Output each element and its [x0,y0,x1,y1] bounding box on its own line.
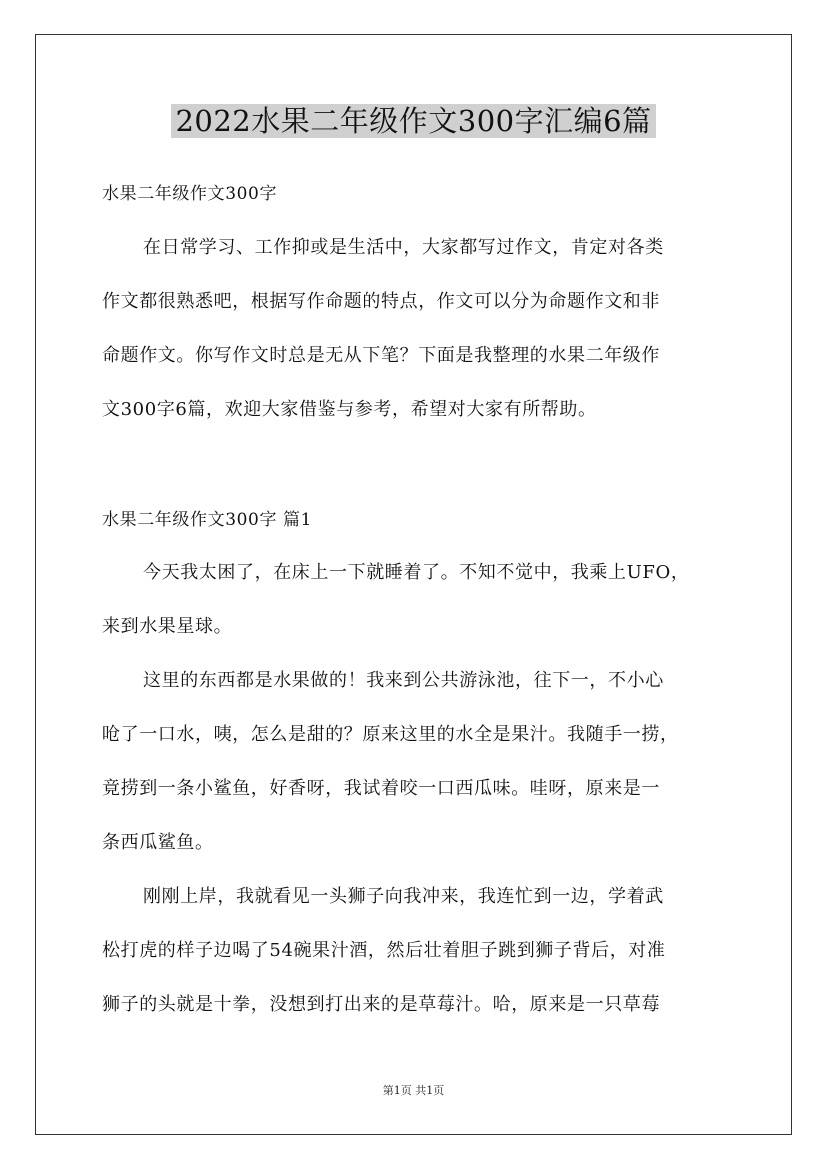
intro-line: 作文都很熟悉吧，根据写作命题的特点，作文可以分为命题作文和非 [102,291,660,312]
paragraph-line: 来到水果星球。 [102,616,233,637]
document-title-text: 2022水果二年级作文300字汇编6篇 [171,104,655,138]
intro-line: 文300字6篇，欢迎大家借鉴与参考，希望对大家有所帮助。 [102,399,597,420]
document-title [0,100,827,142]
paragraph-line: 这里的东西都是水果做的！我来到公共游泳池，往下一，不小心 [143,670,664,691]
page-footer: 第1页 共1页 [382,1084,445,1097]
paragraph-line: 狮子的头就是十拳，没想到打出来的是草莓汁。哈，原来是一只草莓 [102,994,660,1015]
intro-heading: 水果二年级作文300字 [102,184,278,204]
paragraph-line: 今天我太困了，在床上一下就睡着了。不知不觉中，我乘上UFO， [143,562,690,583]
paragraph-line: 松打虎的样子边喝了54碗果汁酒，然后壮着胆子跳到狮子背后，对准 [102,940,666,961]
paragraph-line: 条西瓜鲨鱼。 [102,832,214,853]
paragraph-line: 竟捞到一条小鲨鱼，好香呀，我试着咬一口西瓜味。哇呀，原来是一 [102,778,660,799]
section-heading: 水果二年级作文300字 篇1 [102,510,313,530]
intro-line: 命题作文。你写作文时总是无从下笔？下面是我整理的水果二年级作 [102,345,660,366]
paragraph-line: 呛了一口水，咦，怎么是甜的？原来这里的水全是果汁。我随手一捞， [102,724,679,745]
paragraph-line: 刚刚上岸，我就看见一头狮子向我冲来，我连忙到一边，学着武 [143,886,664,907]
intro-line: 在日常学习、工作抑或是生活中，大家都写过作文，肯定对各类 [143,237,664,258]
